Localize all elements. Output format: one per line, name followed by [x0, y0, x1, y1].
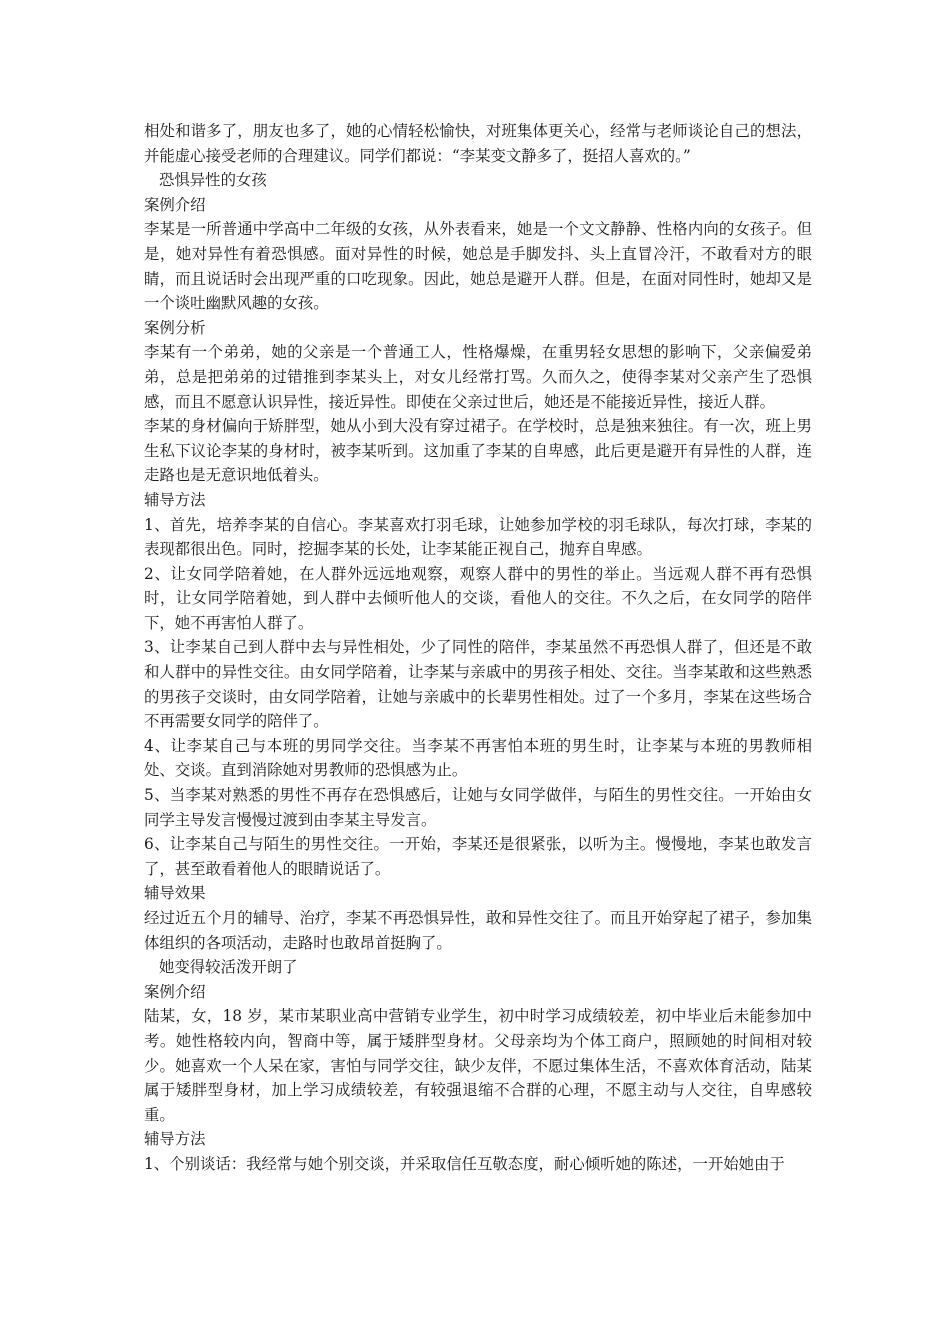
paragraph-continuation: 相处和谐多了，朋友也多了，她的心情轻松愉快，对班集体更关心，经常与老师谈论自己的想法，并能虚心接受老师的合理建议。同学们都说：“李某变文静多了，挺招人喜欢的。” — [144, 122, 812, 165]
case-title-fear-of-opposite-sex: 恐惧异性的女孩 — [159, 171, 267, 190]
section-heading-case-analysis: 案例分析 — [144, 318, 206, 337]
paragraph-method-1: 1、首先，培养李某的自信心。李某喜欢打羽毛球，让她参加学校的羽毛球队，每次打球，李某的表现都很出色。同时，挖掘李某的长处，让李某能正视自己，抛弃自卑感。 — [144, 515, 812, 559]
paragraph-case-intro: 李某是一所普通中学高中二年级的女孩，从外表看来，她是一个文文静静、性格内向的女孩子。但是，她对异性有着恐惧感。面对异性的时候，她总是手脚发抖、头上直冒冷汗，不敢看对方的眼睛，而且说话时会出现严重的口吃现象。因此，她总是避开人群。但是，在面对同性时，她却又是一个谈吐幽默风趣的女孩。 — [144, 220, 812, 313]
document-page — [144, 119, 812, 1177]
paragraph-method-4: 4、让李某自己与本班的男同学交往。当李某不再害怕本班的男生时，让李某与本班的男教师相处、交谈。直到消除她对男教师的恐惧感为止。 — [144, 736, 812, 780]
paragraph-case-intro-2: 陆某，女，18 岁，某市某职业高中营销专业学生，初中时学习成绩较差，初中毕业后未能参加中考。她性格较内向，智商中等，属于矮胖型身材。父母亲均为个体工商户，照顾她的时间相对较少。她喜欢一个人呆在家，害怕与同学交往，缺少友伴，不愿过集体生活，不喜欢体育活动，陆某属于矮胖型身材，加上学习成绩较差，有较强退缩不合群的心理，不愿主动与人交往，自卑感较重。 — [144, 1007, 812, 1124]
paragraph-method-individual-talk: 1、个别谈话：我经常与她个别交谈，并采取信任互敬态度，耐心倾听她的陈述，一开始她由于 — [144, 1154, 785, 1173]
paragraph-method-6: 6、让李某自己与陌生的男性交往。一开始，李某还是很紧张，以听为主。慢慢地，李某也敢发言了，甚至敢看着他人的眼睛说话了。 — [144, 835, 812, 878]
paragraph-counseling-effect: 经过近五个月的辅导、治疗，李某不再恐惧异性，敢和异性交往了。而且开始穿起了裙子，参加集体组织的各项活动，走路时也敢昂首挺胸了。 — [144, 909, 812, 952]
paragraph-method-2: 2、让女同学陪着她，在人群外远远地观察，观察人群中的男性的举止。当远观人群不再有恐惧时，让女同学陪着她，到人群中去倾听他人的交谈，看他人的交往。不久之后，在女同学的陪伴下，她不再害怕人群了。 — [144, 564, 812, 632]
section-heading-case-intro: 案例介绍 — [144, 195, 206, 214]
paragraph-case-analysis-2: 李某的身材偏向于矫胖型，她从小到大没有穿过裙子。在学校时，总是独来独往。有一次，班上男生私下议论李某的身材时，被李某听到。这加重了李某的自卑感，此后更是避开有异性的人群，连走路也是无意识地低着头。 — [144, 417, 812, 485]
paragraph-case-analysis-1: 李某有一个弟弟，她的父亲是一个普通工人，性格爆燥，在重男轻女思想的影响下，父亲偏爱弟弟，总是把弟弟的过错推到李某头上，对女儿经常打骂。久而久之，使得李某对父亲产生了恐惧感，而且不愿意认识异性，接近异性。即使在父亲过世后，她还是不能接近异性，接近人群。 — [144, 343, 812, 411]
section-heading-counseling-methods-2: 辅导方法 — [144, 1130, 206, 1149]
paragraph-method-5: 5、当李某对熟悉的男性不再存在恐惧感后，让她与女同学做伴，与陌生的男性交往。一开始由女同学主导发言慢慢过渡到由李某主导发言。 — [144, 786, 812, 829]
paragraph-method-3: 3、让李某自己到人群中去与异性相处，少了同性的陪伴，李某虽然不再恐惧人群了，但还是不敢和人群中的异性交往。由女同学陪着，让李某与亲戚中的男孩子相处、交往。当李某敢和这些熟悉的男孩子交谈时，由女同学陪着，让她与亲戚中的长辈男性相处。过了一个多月，李某在这些场合不再需要女同学的陪伴了。 — [144, 638, 812, 731]
section-heading-counseling-effect: 辅导效果 — [144, 884, 206, 903]
section-heading-case-intro-2: 案例介绍 — [144, 982, 206, 1001]
case-title-became-lively: 她变得较活泼开朗了 — [159, 958, 298, 977]
section-heading-counseling-methods: 辅导方法 — [144, 490, 206, 509]
